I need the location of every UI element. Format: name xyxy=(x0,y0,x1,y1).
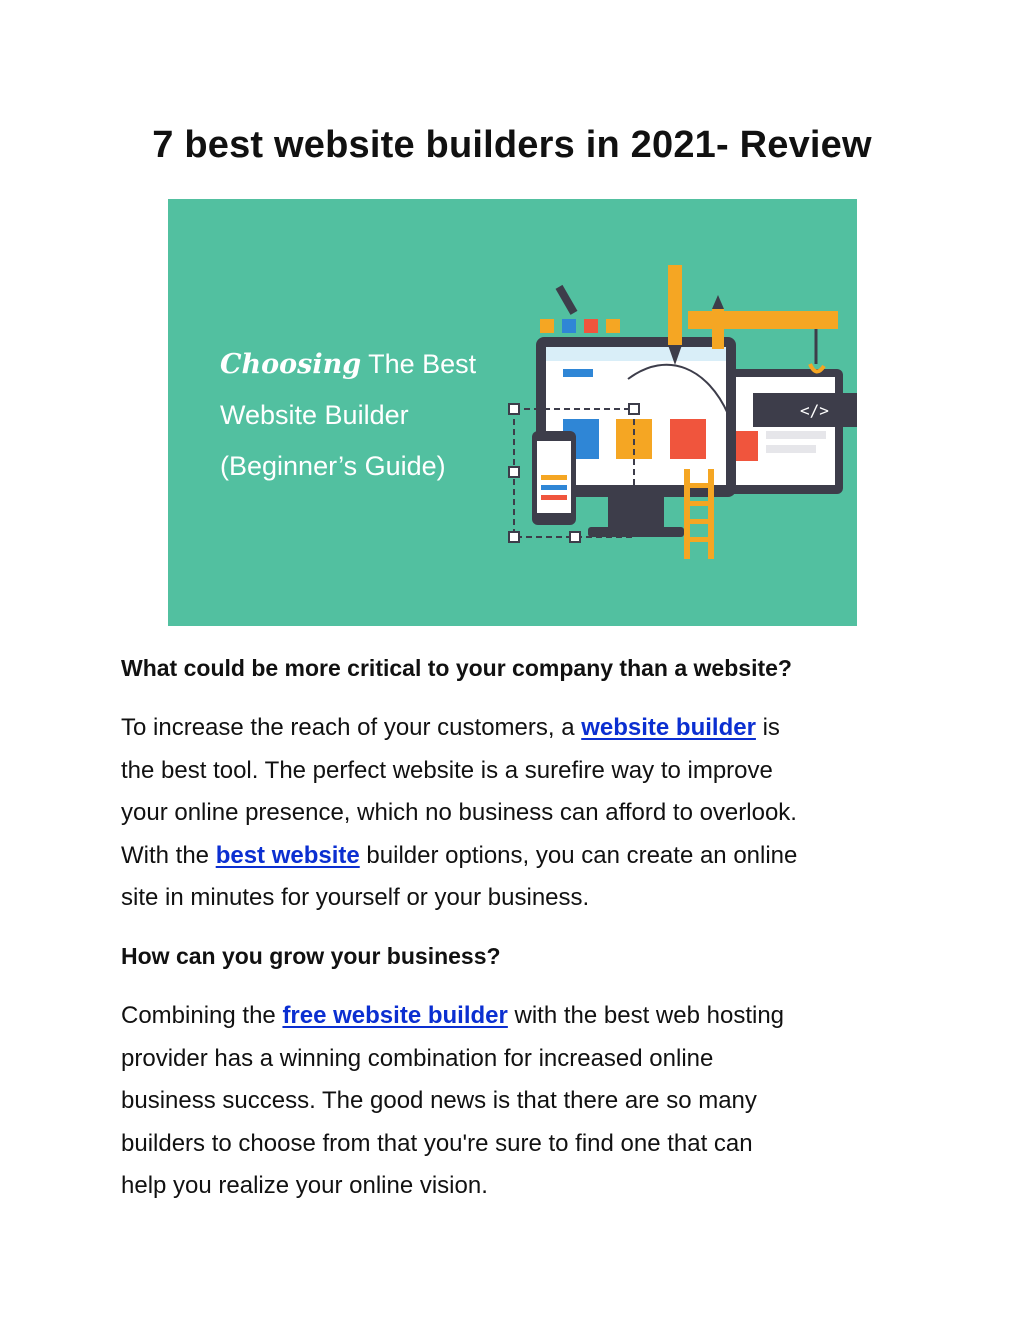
paragraph-line: the best tool. The perfect website is a surefire way to improve xyxy=(121,756,773,784)
section-heading-company: What could be more critical to your company than a website? xyxy=(121,655,792,681)
paragraph-line: To increase the reach of your customers, a website builder is xyxy=(121,714,780,741)
paragraph-line: provider has a winning combination for increased online xyxy=(121,1044,714,1072)
paragraph-line: help you realize your online vision. xyxy=(121,1172,488,1199)
ladder-icon xyxy=(684,469,690,559)
hero-caption xyxy=(220,339,476,492)
paragraph-intro xyxy=(121,707,921,920)
paragraph-line: business success. The good news is that there are so many xyxy=(121,1087,757,1114)
link-website-builder[interactable]: website builder xyxy=(581,714,756,741)
crane-beam xyxy=(688,311,838,329)
paragraph-grow xyxy=(121,995,921,1208)
hero-line-3: (Beginner’s Guide) xyxy=(220,451,446,481)
page-title: 7 best website builders in 2021- Review xyxy=(152,124,872,166)
pen-tool-icon xyxy=(668,265,682,345)
dropper-icon xyxy=(556,285,578,315)
paragraph-line: site in minutes for yourself or your business. xyxy=(121,884,590,911)
paragraph-line: your online presence, which no business can afford to overlook. xyxy=(121,799,797,826)
link-best-website[interactable]: best website xyxy=(215,841,360,869)
paragraph-line: With the best website builder options, you can create an online xyxy=(121,841,798,869)
hero-line-2: Website Builder xyxy=(220,400,409,430)
hero-banner-image xyxy=(168,199,857,626)
paragraph-line: Combining the free website builder with the best web hosting xyxy=(121,1002,785,1029)
paragraph-line: builders to choose from that you're sure to find one that can xyxy=(121,1129,753,1157)
hero-line-1: Choosing The Best xyxy=(220,349,477,380)
section-heading-grow: How can you grow your business? xyxy=(121,943,501,969)
link-free-website-builder[interactable]: free website builder xyxy=(282,1002,508,1029)
code-tag-text: </> xyxy=(800,401,829,420)
